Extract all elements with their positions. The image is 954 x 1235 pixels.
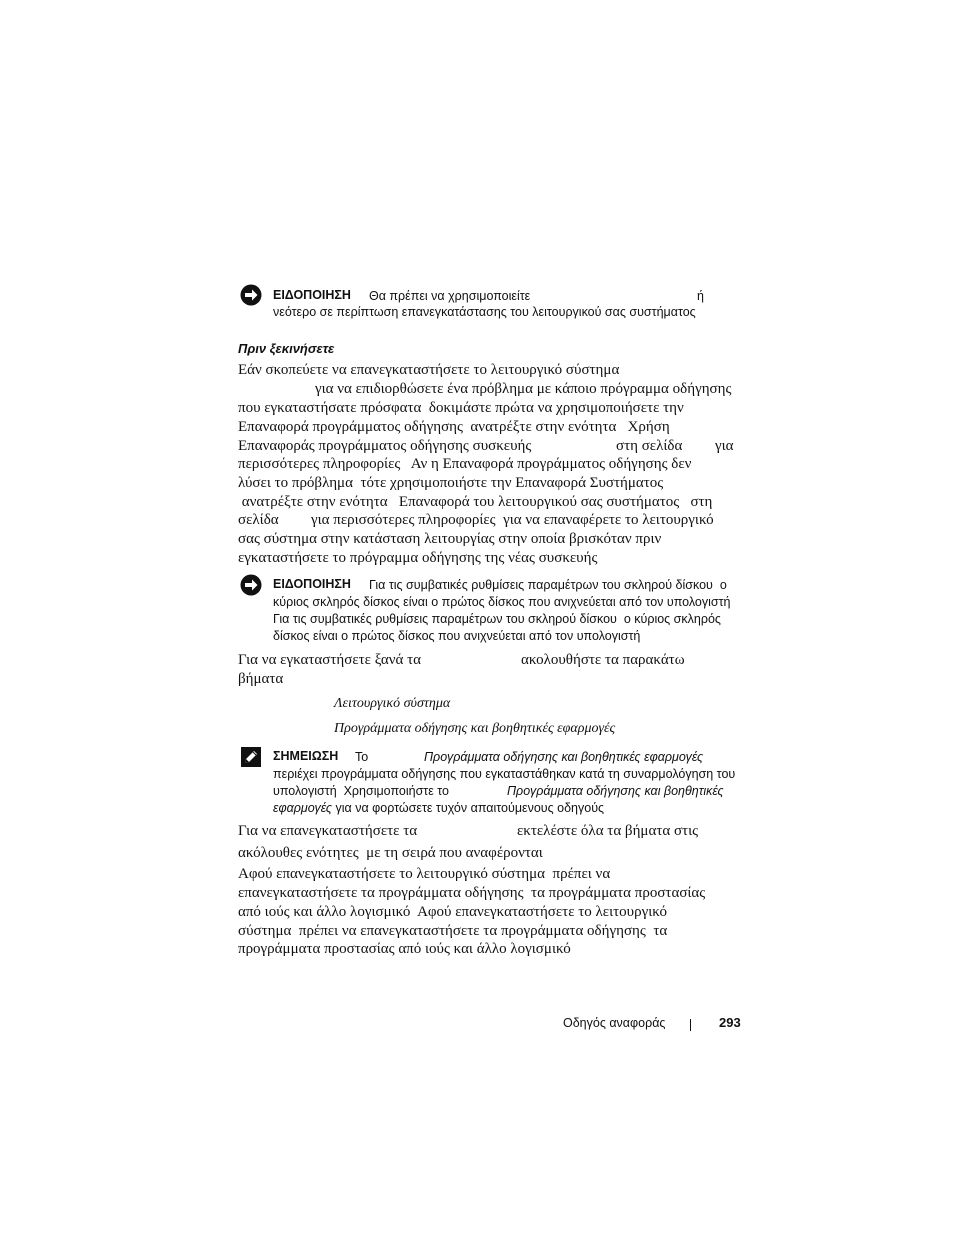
body-text: Εάν σκοπεύετε να επανεγκαταστήσετε το λειτουργικό σύστημα <box>238 362 620 378</box>
notice-text: δίσκος είναι ο πρώτος δίσκος που ανιχνεύεται από τον υπολογιστή <box>273 629 641 643</box>
body-text: λύσει το πρόβλημα τότε χρησιμοποιήστε την Επαναφορά Συστήματος <box>238 475 664 491</box>
footer-divider <box>690 1019 691 1031</box>
notice-arrow-icon <box>240 284 262 306</box>
body-text: για <box>715 438 734 454</box>
body-text: Επαναφοράς προγράμματος οδήγησης συσκευής <box>238 438 532 454</box>
body-text: προγράμματα προστασίας από ιούς και άλλο λογισμικό <box>238 941 571 957</box>
note-text <box>273 801 604 815</box>
page-number: 293 <box>719 1015 741 1030</box>
notice-text: Για τις συμβατικές ρυθμίσεις παραμέτρων του σκληρού δίσκου ο κύριος σκληρός <box>273 612 721 626</box>
body-text: επανεγκαταστήσετε τα προγράμματα οδήγησης τα προγράμματα προστασίας <box>238 885 706 901</box>
body-text: ανατρέξτε στην ενότητα Επαναφορά του λειτουργικού σας συστήματος στη <box>238 494 713 510</box>
note-text: περιέχει προγράμματα οδήγησης που εγκαταστάθηκαν κατά τη συναρμολόγηση του <box>273 767 736 781</box>
note-text: Προγράμματα οδήγησης και βοηθητικές εφαρμογές <box>424 750 704 764</box>
body-text: εκτελέστε όλα τα βήματα στις <box>517 823 699 839</box>
footer-title: Οδηγός αναφοράς <box>563 1016 666 1030</box>
notice-label: ΕΙΔΟΠΟΙΗΣΗ <box>273 288 351 302</box>
notice-text: Για τις συμβατικές ρυθμίσεις παραμέτρων του σκληρού δίσκου ο <box>369 578 727 592</box>
note-text: Προγράμματα οδήγησης και βοηθητικές <box>507 784 724 798</box>
body-text: που εγκαταστήσατε πρόσφατα δοκιμάστε πρώτα να χρησιμοποιήσετε την <box>238 400 684 416</box>
media-item: Προγράμματα οδήγησης και βοηθητικές εφαρμογές <box>334 721 616 736</box>
body-text: από ιούς και άλλο λογισμικό Αφού επανεγκαταστήσετε το λειτουργικό <box>238 904 667 920</box>
body-text: για περισσότερες πληροφορίες για να επαναφέρετε το λειτουργικό <box>311 512 714 528</box>
notice-label: ΕΙΔΟΠΟΙΗΣΗ <box>273 577 351 591</box>
note-pencil-icon <box>240 746 262 768</box>
notice-text: Θα πρέπει να χρησιμοποιείτε <box>369 289 531 303</box>
media-item: Λειτουργικό σύστημα <box>334 696 451 711</box>
body-text: Για να επανεγκαταστήσετε τα <box>238 823 418 839</box>
body-text: εγκαταστήσετε το πρόγραμμα οδήγησης της νέας συσκευής <box>238 550 598 566</box>
body-text: σας σύστημα στην κατάσταση λειτουργίας στην οποία βρισκόταν πριν <box>238 531 662 547</box>
body-text: σύστημα πρέπει να επανεγκαταστήσετε τα προγράμματα οδήγησης τα <box>238 923 668 939</box>
body-text: Επαναφορά προγράμματος οδήγησης ανατρέξτε στην ενότητα Χρήση <box>238 419 670 435</box>
body-text: ακόλουθες ενότητες με τη σειρά που αναφέρονται <box>238 845 543 861</box>
body-text: σελίδα <box>238 512 279 528</box>
notice-arrow-icon <box>240 574 262 596</box>
note-label: ΣΗΜΕΙΩΣΗ <box>273 749 339 763</box>
note-text: υπολογιστή Χρησιμοποιήστε το <box>273 784 449 798</box>
body-text: περισσότερες πληροφορίες Αν η Επαναφορά προγράμματος οδήγησης δεν <box>238 456 692 472</box>
notice-text: νεότερο σε περίπτωση επανεγκατάστασης του λειτουργικού σας συστήματος <box>273 305 696 319</box>
body-text: στη σελίδα <box>616 438 683 454</box>
body-text: για να επιδιορθώσετε ένα πρόβλημα με κάποιο πρόγραμμα οδήγησης <box>315 381 732 397</box>
note-text: για να φορτώσετε τυχόν απαιτούμενους οδηγούς <box>332 801 605 815</box>
body-text: Για να εγκαταστήσετε ξανά τα <box>238 652 421 668</box>
section-heading: Πριν ξεκινήσετε <box>238 341 335 356</box>
note-text: Το <box>355 750 369 764</box>
notice-text: ή <box>697 289 704 303</box>
body-text: ακολουθήστε τα παρακάτω <box>521 652 685 668</box>
note-text: εφαρμογές <box>273 801 332 815</box>
body-text: Αφού επανεγκαταστήσετε το λειτουργικό σύστημα πρέπει να <box>238 866 611 882</box>
body-text: βήματα <box>238 671 284 687</box>
notice-text: κύριος σκληρός δίσκος είναι ο πρώτος δίσκος που ανιχνεύεται από τον υπολογιστή <box>273 595 731 609</box>
